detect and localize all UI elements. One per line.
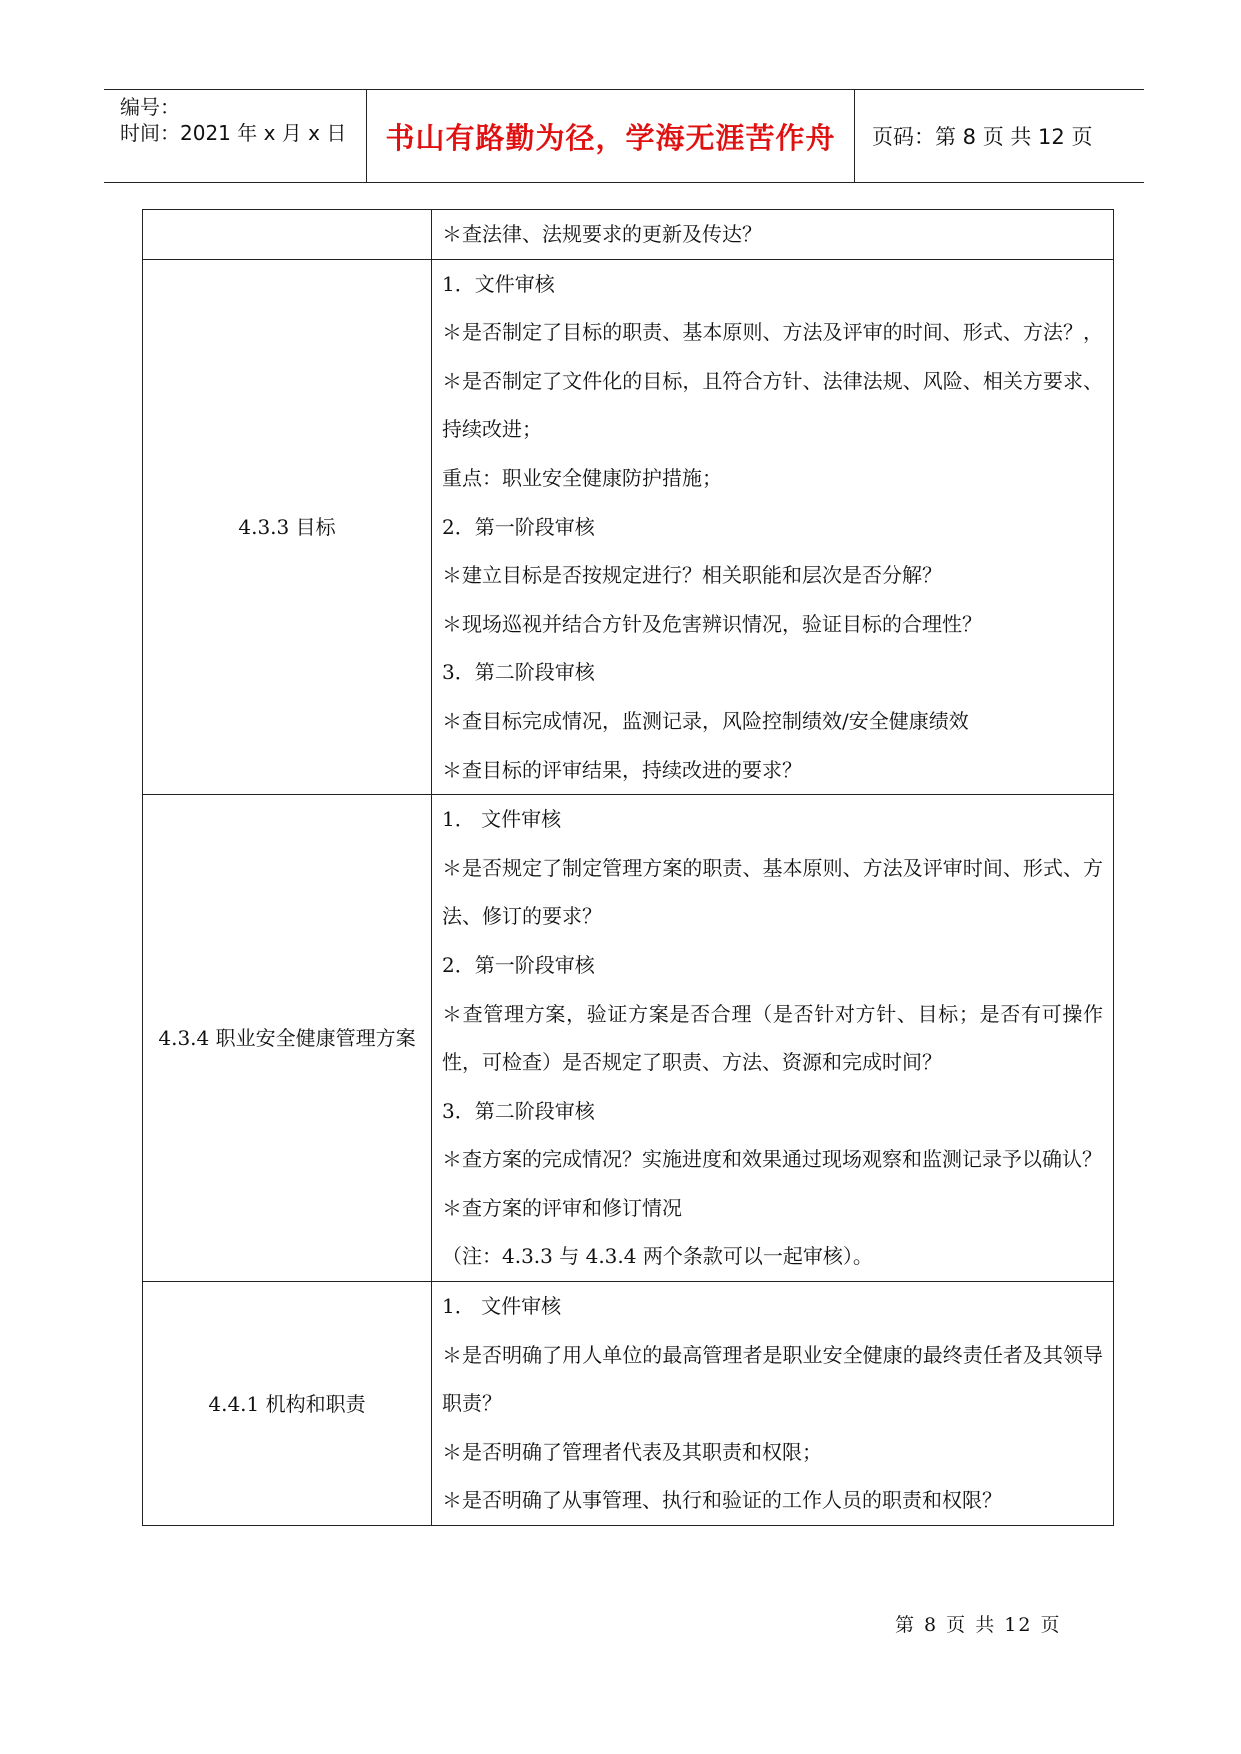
content-line: ＊是否制定了目标的职责、基本原则、方法及评审的时间、形式、方法？，＊是否制定了文件化的目标，且符合方针、法律法规、风险、相关方要求、持续改进；	[442, 320, 1103, 442]
content-line: 1．文件审核	[442, 271, 555, 296]
table-row	[143, 210, 1114, 260]
header-left-cell	[104, 90, 367, 182]
content-line: 3．第二阶段审核	[442, 1098, 595, 1123]
content-line: 2．第一阶段审核	[442, 514, 595, 539]
header-right-cell	[864, 90, 1144, 182]
page-header	[104, 89, 1144, 183]
motto-text: 书山有路勤为径，学海无涯苦作舟	[367, 90, 855, 182]
content-line: 1． 文件审核	[442, 1294, 562, 1319]
content-line: ＊是否明确了用人单位的最高管理者是职业安全健康的最终责任者及其领导职责？	[442, 1342, 1103, 1416]
clause-cell: 4.4.1 机构和职责	[143, 1282, 432, 1526]
clause-cell	[143, 210, 432, 260]
content-line: ＊是否明确了从事管理、执行和验证的工作人员的职责和权限？	[442, 1488, 1002, 1513]
content-line: （注：4.3.3 与 4.3.4 两个条款可以一起审核）。	[442, 1244, 873, 1269]
clause-cell: 4.3.4 职业安全健康管理方案	[143, 795, 432, 1282]
number-label: 编号：	[120, 95, 180, 119]
content-line: ＊查管理方案，验证方案是否合理（是否针对方针、目标；是否有可操作性，可检查）是否规定了职责、方法、资源和完成时间？	[442, 1001, 1103, 1075]
time-label: 时间：2021 年 x 月 x 日	[120, 121, 347, 145]
clause-cell: 4.3.3 目标	[143, 259, 432, 795]
content-line: ＊是否明确了管理者代表及其职责和权限；	[442, 1439, 822, 1464]
content-line: 3．第二阶段审核	[442, 660, 595, 685]
table-row	[143, 795, 1114, 1282]
content-line: ＊查目标的评审结果，持续改进的要求？	[442, 757, 802, 782]
content-line: ＊现场巡视并结合方针及危害辨识情况，验证目标的合理性？	[442, 611, 982, 636]
audit-table	[142, 209, 1114, 1526]
page-footer: 第 8 页 共 12 页	[895, 1614, 1062, 1636]
content-line: ＊是否规定了制定管理方案的职责、基本原则、方法及评审时间、形式、方法、修订的要求？	[442, 855, 1103, 929]
table-row	[143, 1282, 1114, 1526]
content-line: 2．第一阶段审核	[442, 952, 595, 977]
table-row	[143, 259, 1114, 795]
content-line: ＊查方案的评审和修订情况	[442, 1195, 682, 1220]
content-cell	[432, 210, 1114, 260]
content-line: 重点：职业安全健康防护措施；	[442, 465, 722, 490]
content-line: ＊建立目标是否按规定进行？相关职能和层次是否分解？	[442, 563, 942, 588]
page-label: 页码：第 8 页 共 12 页	[872, 125, 1093, 149]
content-line: ＊查目标完成情况，监测记录，风险控制绩效/安全健康绩效	[442, 708, 969, 733]
content-cell	[432, 259, 1114, 795]
content-line: ＊查方案的完成情况？实施进度和效果通过现场观察和监测记录予以确认？	[442, 1147, 1102, 1172]
content-line: 1． 文件审核	[442, 807, 562, 832]
content-cell	[432, 1282, 1114, 1526]
content-cell	[432, 795, 1114, 1282]
content-line: ＊查法律、法规要求的更新及传达？	[442, 222, 762, 246]
